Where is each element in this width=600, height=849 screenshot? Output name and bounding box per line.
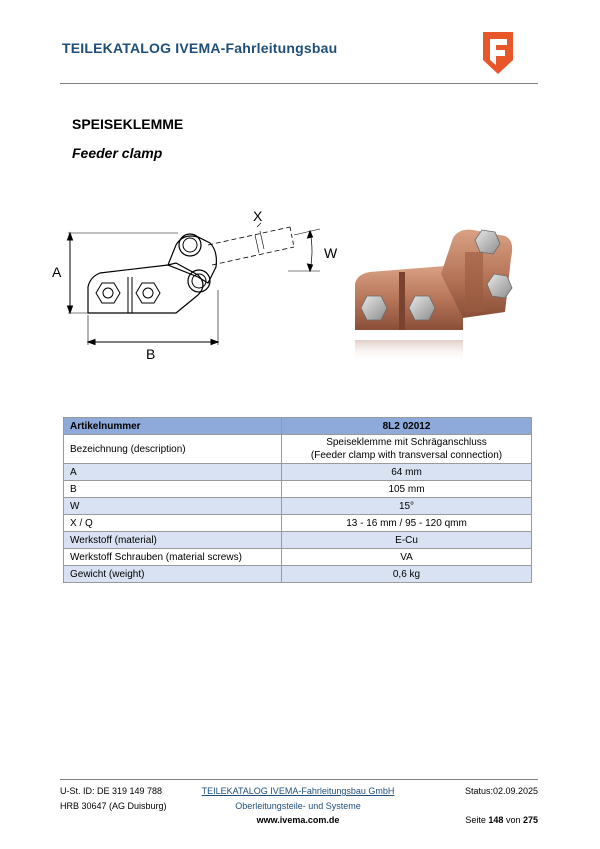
product-title-en: Feeder clamp: [72, 145, 163, 161]
article-number-label: Artikelnummer: [64, 418, 282, 435]
table-row: [64, 549, 532, 566]
page-prefix: Seite: [465, 815, 486, 825]
table-row: [64, 435, 532, 464]
header-title: TEILEKATALOG IVEMA-Fahrleitungsbau: [62, 40, 338, 56]
hrb-number: HRB 30647 (AG Duisburg): [60, 801, 167, 811]
row-value-line: Speiseklemme mit Schräganschluss: [326, 437, 487, 448]
status-date: Status:02.09.2025: [464, 786, 538, 796]
row-value: 64 mm: [282, 464, 532, 481]
page-total: 275: [522, 815, 538, 825]
row-label: Werkstoff (material): [64, 532, 282, 549]
header-divider: [60, 83, 538, 84]
row-label: X / Q: [64, 515, 282, 532]
dimension-label-b: B: [146, 346, 156, 362]
vat-id: U-St. ID: DE 319 149 788: [60, 786, 163, 796]
row-value: 15°: [282, 498, 532, 515]
row-label: W: [64, 498, 282, 515]
row-value: 13 - 16 mm / 95 - 120 qmm: [282, 515, 532, 532]
technical-drawing: [48, 205, 348, 365]
website-link[interactable]: www.ivema.com.de: [256, 815, 340, 825]
ivema-logo-icon: [480, 30, 516, 76]
row-label: B: [64, 481, 282, 498]
spec-table: [63, 417, 532, 583]
product-title-de: SPEISEKLEMME: [72, 116, 184, 132]
dimension-label-a: A: [52, 264, 62, 280]
dimension-label-w: W: [324, 245, 338, 261]
company-subtitle: Oberleitungsteile- und Systeme: [235, 801, 361, 811]
article-number-value: 8L2 02012: [282, 418, 532, 435]
table-row: [64, 464, 532, 481]
product-photo: [345, 222, 525, 367]
page-number: [465, 815, 538, 825]
row-value: VA: [282, 549, 532, 566]
row-label: Werkstoff Schrauben (material screws): [64, 549, 282, 566]
table-row: [64, 566, 532, 583]
page-sep: von: [505, 815, 521, 825]
row-value: [282, 435, 532, 464]
footer-divider: [60, 779, 538, 780]
row-value: 0,6 kg: [282, 566, 532, 583]
page-current: 148: [488, 815, 504, 825]
dimension-label-x: X: [253, 208, 263, 224]
row-value: 105 mm: [282, 481, 532, 498]
row-value: E-Cu: [282, 532, 532, 549]
row-value-line: (Feeder clamp with transversal connection): [310, 450, 503, 461]
table-row: [64, 532, 532, 549]
table-header-row: [64, 418, 532, 435]
table-row: [64, 481, 532, 498]
table-row: [64, 498, 532, 515]
row-label: A: [64, 464, 282, 481]
row-label: Gewicht (weight): [64, 566, 282, 583]
company-link[interactable]: TEILEKATALOG IVEMA-Fahrleitungsbau GmbH: [201, 786, 395, 796]
table-row: [64, 515, 532, 532]
row-label: Bezeichnung (description): [64, 435, 282, 464]
